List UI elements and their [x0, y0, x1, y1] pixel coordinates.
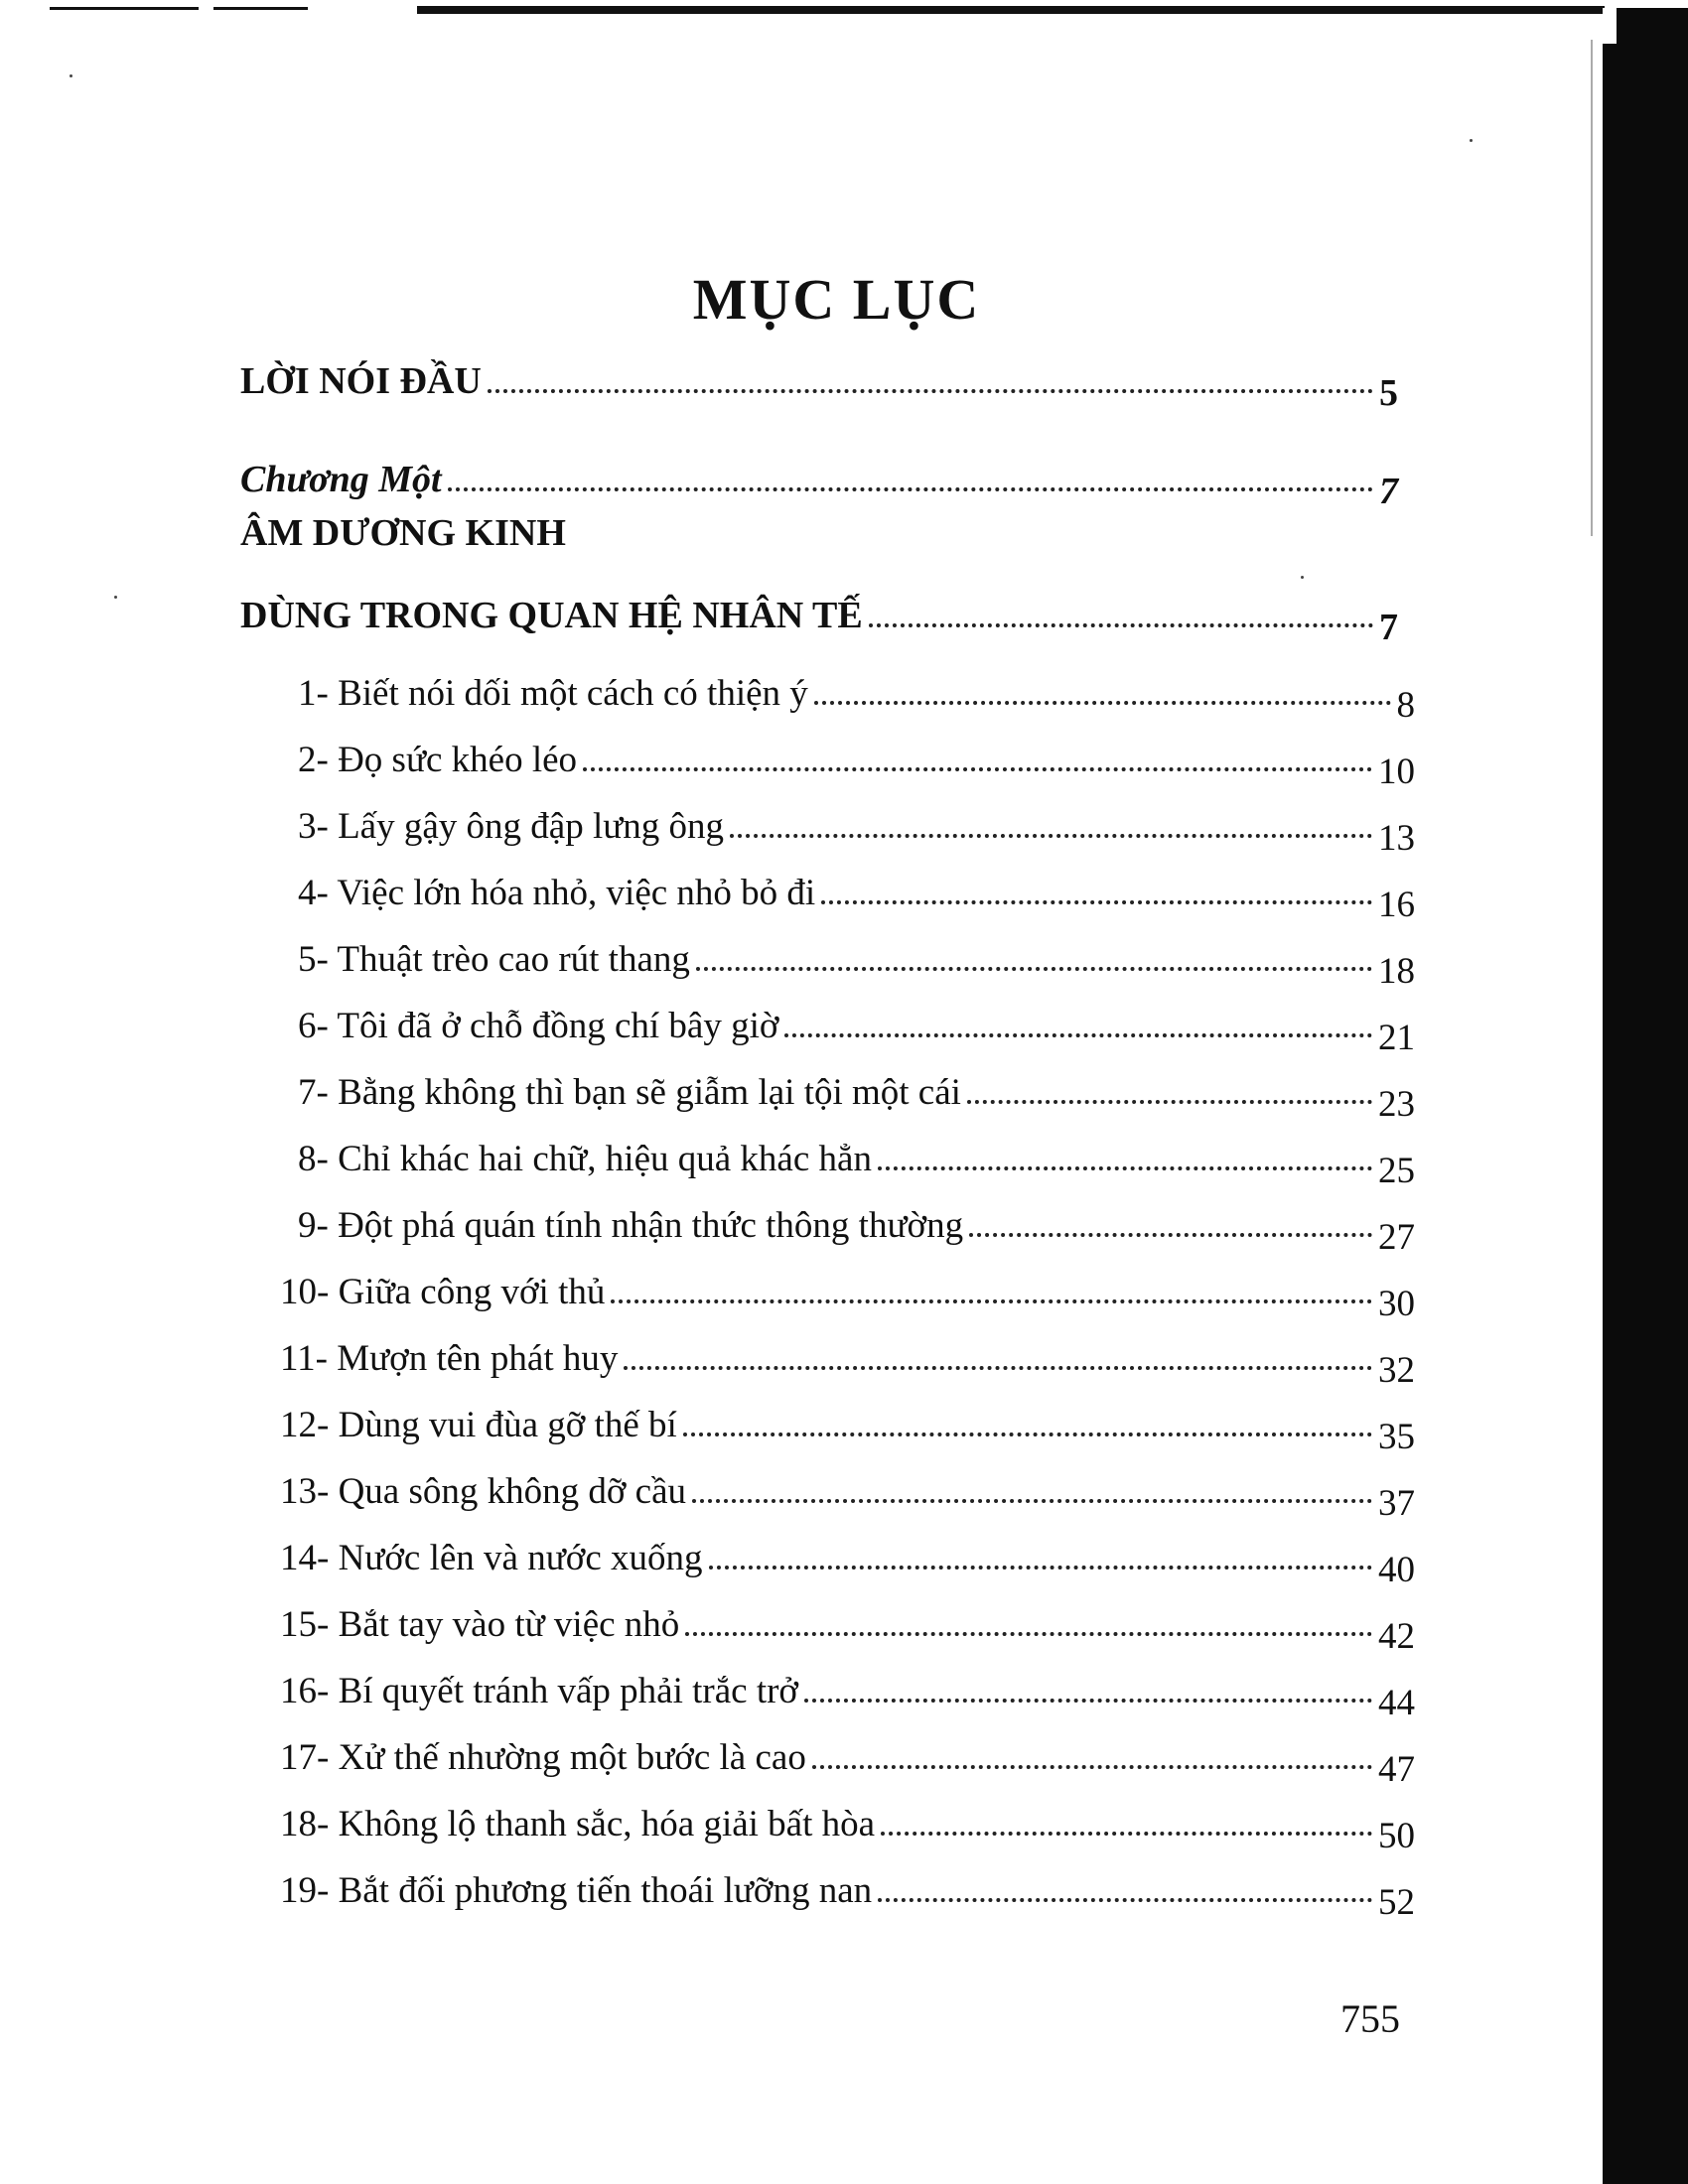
toc-entry — [298, 855, 1415, 925]
toc-heading: ÂM DƯƠNG KINH — [240, 512, 566, 554]
toc-entry — [280, 1320, 1415, 1391]
toc-entry — [240, 578, 1398, 648]
toc-entry — [280, 1786, 1415, 1856]
scan-right-edge — [1603, 8, 1688, 2184]
dot-leader — [730, 834, 1372, 838]
toc-entry — [240, 442, 1398, 512]
toc-entry-title: LỜI NÓI ĐẦU — [240, 360, 482, 402]
toc-entry-title: 1- Biết nói dối một cách có thiện ý — [298, 673, 808, 714]
toc-entry-page: 7 — [1379, 607, 1398, 648]
toc-entry-title: 15- Bắt tay vào từ việc nhỏ — [280, 1604, 680, 1645]
dot-leader — [624, 1366, 1372, 1370]
page-number: 755 — [1340, 1996, 1400, 2041]
dot-leader — [685, 1632, 1372, 1636]
toc-entry-page: 25 — [1378, 1151, 1415, 1191]
toc-entry-title: 14- Nước lên và nước xuống — [280, 1538, 703, 1578]
toc-entry-title: 12- Dùng vui đùa gỡ thế bí — [280, 1405, 677, 1445]
toc-entry-title: 7- Bằng không thì bạn sẽ giẫm lại tội một cái — [298, 1072, 961, 1113]
dot-leader — [611, 1299, 1372, 1303]
dot-leader — [804, 1699, 1372, 1703]
toc-entry-page: 21 — [1378, 1018, 1415, 1058]
toc-entry-page: 47 — [1378, 1749, 1415, 1790]
toc-entry — [280, 1254, 1415, 1324]
toc-entry-title: 8- Chỉ khác hai chữ, hiệu quả khác hẳn — [298, 1139, 872, 1179]
toc-entry-page: 7 — [1379, 471, 1398, 512]
dot-leader — [878, 1898, 1372, 1902]
dot-leader — [969, 1233, 1372, 1237]
toc-entry — [298, 1121, 1415, 1191]
toc-entry-page: 5 — [1379, 372, 1398, 414]
toc-entry-title: 19- Bắt đối phương tiến thoái lưỡng nan — [280, 1870, 873, 1911]
toc-entry-title: 9- Đột phá quán tính nhận thức thông thường — [298, 1205, 964, 1246]
toc-entry — [298, 1054, 1415, 1125]
dot-leader — [488, 389, 1373, 393]
dot-leader — [709, 1566, 1373, 1570]
toc-entry — [298, 988, 1415, 1058]
dot-leader — [878, 1166, 1372, 1170]
toc-entry — [298, 722, 1415, 792]
toc-entry-page: 37 — [1378, 1483, 1415, 1524]
toc-entry — [280, 1453, 1415, 1524]
toc-entry-title: 3- Lấy gậy ông đập lưng ông — [298, 806, 725, 847]
toc-entry — [298, 1187, 1415, 1258]
toc-entry-title: 16- Bí quyết tránh vấp phải trắc trở — [280, 1671, 798, 1711]
toc-entry-page: 50 — [1378, 1816, 1415, 1856]
dot-leader — [583, 767, 1372, 771]
toc-entry-title: 2- Đọ sức khéo léo — [298, 740, 578, 780]
dot-leader — [683, 1433, 1372, 1436]
toc-entry-title: 17- Xử thế nhường một bước là cao — [280, 1737, 806, 1778]
toc-entry-title: 13- Qua sông không dỡ cầu — [280, 1471, 687, 1512]
toc-entry-page: 13 — [1378, 818, 1415, 859]
toc-entry-page: 10 — [1378, 751, 1415, 792]
dot-leader — [869, 623, 1373, 627]
toc-entry — [298, 655, 1415, 726]
toc-entry — [280, 1520, 1415, 1590]
toc-entry-page: 35 — [1378, 1417, 1415, 1457]
toc-entry-page: 42 — [1378, 1616, 1415, 1657]
toc-entry-title: DÙNG TRONG QUAN HỆ NHÂN TẾ — [240, 595, 863, 636]
toc-entry — [280, 1586, 1415, 1657]
toc-entry-page: 18 — [1378, 951, 1415, 992]
toc-entry-title: 4- Việc lớn hóa nhỏ, việc nhỏ bỏ đi — [298, 873, 816, 913]
toc-entry-title: Chương Một — [240, 459, 442, 500]
toc-entry-title: 10- Giữa công với thủ — [280, 1272, 606, 1312]
toc-entry-page: 8 — [1396, 685, 1415, 726]
dot-leader — [814, 701, 1391, 705]
toc-entry-title: 18- Không lộ thanh sắc, hóa giải bất hòa — [280, 1804, 876, 1844]
dot-leader — [812, 1765, 1372, 1769]
toc-entry-page: 16 — [1378, 885, 1415, 925]
toc-entry — [280, 1719, 1415, 1790]
dot-leader — [696, 967, 1372, 971]
dot-leader — [448, 487, 1373, 491]
page-title: MỤC LỤC — [692, 267, 981, 332]
toc-entry-title: 11- Mượn tên phát huy — [280, 1338, 619, 1379]
dot-leader — [692, 1499, 1372, 1503]
toc-entry-page: 30 — [1378, 1284, 1415, 1324]
toc-entry-page: 27 — [1378, 1217, 1415, 1258]
dot-leader — [784, 1033, 1372, 1037]
toc-entry-title: 6- Tôi đã ở chỗ đồng chí bây giờ — [298, 1006, 779, 1046]
toc-entry — [298, 788, 1415, 859]
toc-entry-page: 23 — [1378, 1084, 1415, 1125]
dot-leader — [881, 1832, 1372, 1836]
toc-entry — [280, 1653, 1415, 1723]
dot-leader — [821, 900, 1372, 904]
toc-entry-page: 52 — [1378, 1882, 1415, 1923]
toc-entry — [280, 1852, 1415, 1923]
toc-entry-title: 5- Thuật trèo cao rút thang — [298, 939, 690, 980]
toc-entry-page: 44 — [1378, 1683, 1415, 1723]
toc-entry — [298, 921, 1415, 992]
dot-leader — [967, 1100, 1372, 1104]
toc-entry-page: 40 — [1378, 1550, 1415, 1590]
toc-entry — [280, 1387, 1415, 1457]
toc-entry-page: 32 — [1378, 1350, 1415, 1391]
toc-entry — [240, 343, 1398, 414]
